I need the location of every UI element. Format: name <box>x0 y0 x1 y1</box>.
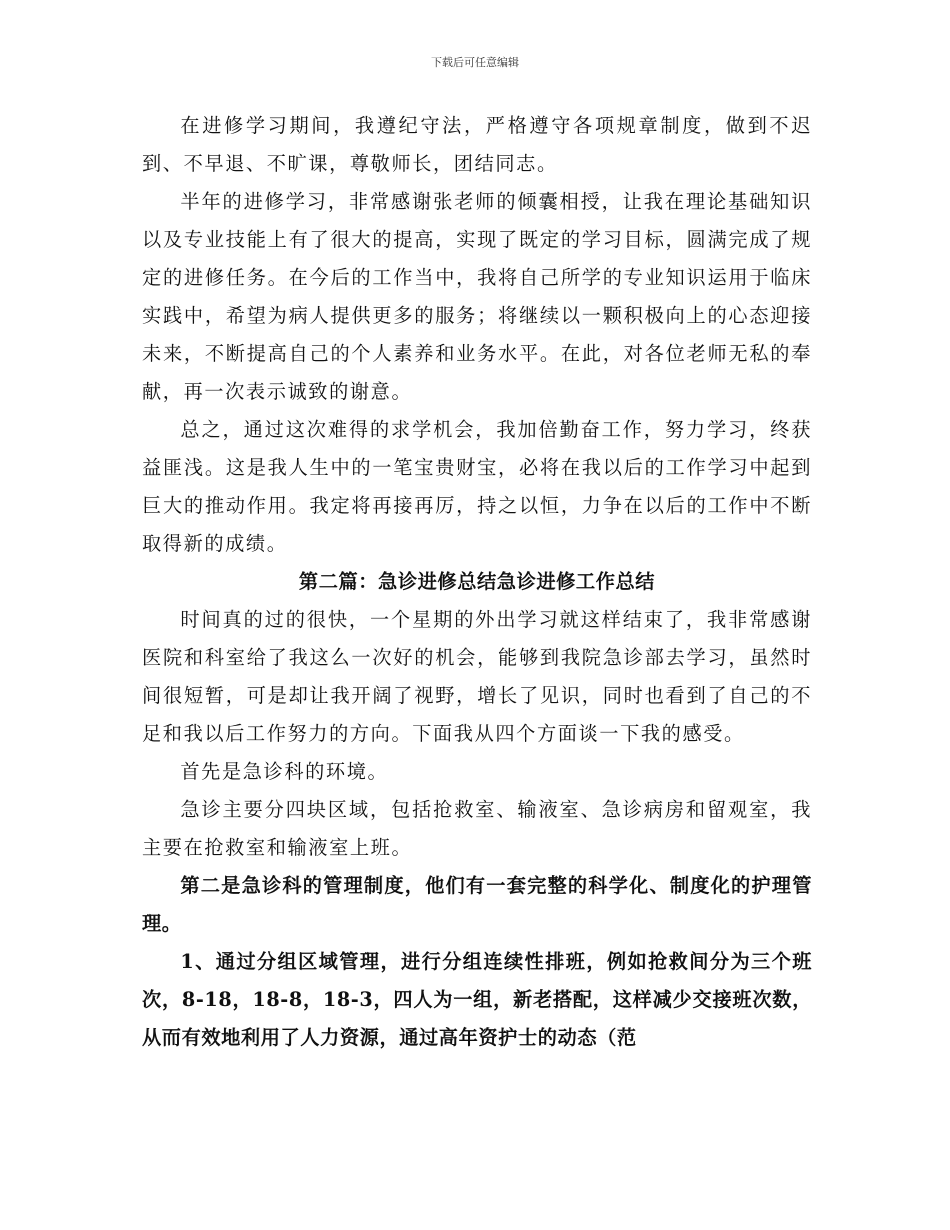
paragraph-environment: 首先是急诊科的环境。 <box>180 760 389 783</box>
paragraph-areas: 急诊主要分四块区域，包括抢救室、输液室、急诊病房和留观室，我主要在抢救室和输液室上班。 <box>142 798 812 859</box>
paragraph-conclusion: 总之，通过这次难得的求学机会，我加倍勤奋工作，努力学习，终获益匪浅。这是我人生中的一笔宝贵财宝，必将在我以后的工作学习中起到巨大的推动作用。我定将再接再厉，持之以恒，力争在以后的工作中不断取得新的成绩。 <box>142 418 812 555</box>
section-heading: 第二篇：急诊进修总结急诊进修工作总结 <box>298 570 656 593</box>
paragraph-intro: 时间真的过的很快，一个星期的外出学习就这样结束了，我非常感谢医院和科室给了我这么一次好的机会，能够到我院急诊部去学习，虽然时间很短暂，可是却让我开阔了视野，增长了见识，同时也看到了自己的不足和我以后工作努力的方向。下面我从四个方面谈一下我的感受。 <box>142 608 812 745</box>
document-body <box>142 107 812 1057</box>
paragraph-management: 第二是急诊科的管理制度，他们有一套完整的科学化、制度化的护理管理。 <box>142 874 812 935</box>
paragraph-gratitude: 半年的进修学习，非常感谢张老师的倾囊相授，让我在理论基础知识以及专业技能上有了很大的提高，实现了既定的学习目标，圆满完成了规定的进修任务。在今后的工作当中，我将自己所学的专业知识运用于临床实践中，希望为病人提供更多的服务；将继续以一颗积极向上的心态迎接未来，不断提高自己的个人素养和业务水平。在此，对各位老师无私的奉献，再一次表示诚致的谢意。 <box>142 190 812 403</box>
paragraph-grouping: 1、通过分组区域管理，进行分组连续性排班，例如抢救间分为三个班次，8-18，18-8，18-3，四人为一组，新老搭配，这样减少交接班次数，从而有效地利用了人力资源，通过高年资护士的动态（范 <box>142 950 812 1049</box>
paragraph-study-discipline: 在进修学习期间，我遵纪守法，严格遵守各项规章制度，做到不迟到、不早退、不旷课，尊敬师长，团结同志。 <box>142 114 812 175</box>
page-header: 下载后可任意编辑 <box>431 56 519 69</box>
